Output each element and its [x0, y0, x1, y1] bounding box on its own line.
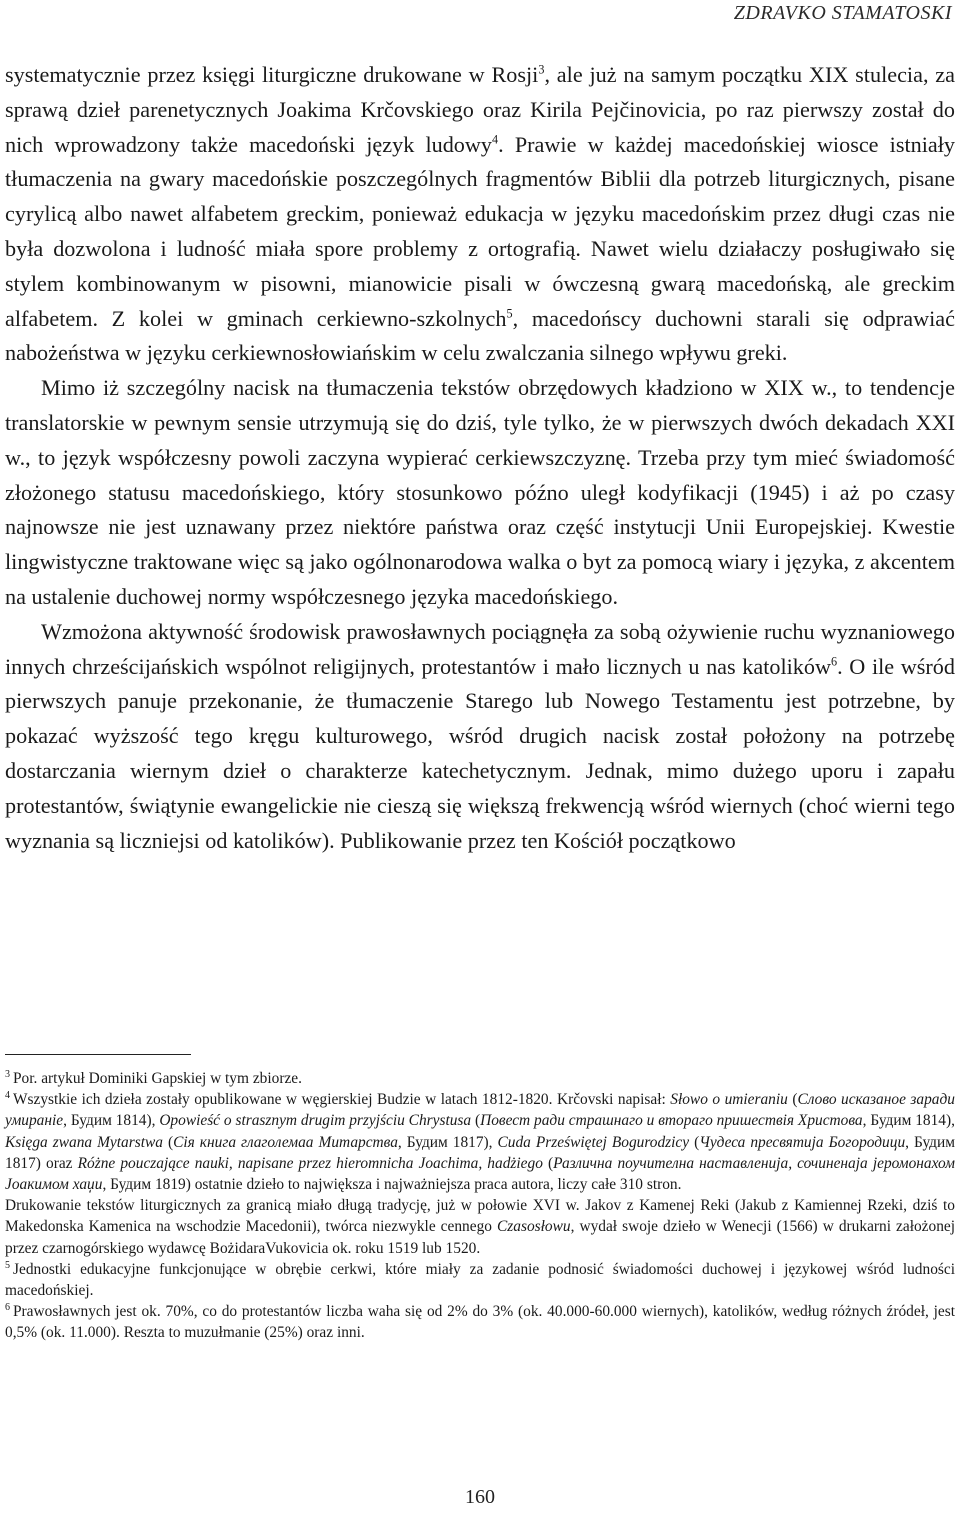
footnote-ref-3[interactable]: 3	[538, 62, 545, 77]
footnote-number: 4	[5, 1090, 10, 1102]
work-title: Różne pouczające nauki, napisane przez hieromnicha Joachima, hadżiego	[77, 1154, 543, 1172]
work-title: Чудеса пресвятија Богородици	[699, 1133, 906, 1151]
footnote-ref-6[interactable]: 6	[831, 654, 838, 669]
footnote-5	[5, 1259, 955, 1301]
text-span: . O ile wśród pierwszych panuje przekonanie, że tłumaczenie Starego lub Nowego Testamentu jest potrzebne, by pokazać wyższość tego kręgu kulturowego, wśród drugich nacisk został położony na potrzebę dostarczania wiernym dzieł o charakterze katechetycznym. Jednak, mimo dużego uporu i zapału protestantów, świątynie ewangelickie nie cieszą się większą frekwencją wśród wiernych (choć wierni tego wyznania są liczniejsi od katolików). Publikowanie przez ten Kościół początkowo	[5, 653, 955, 853]
footnote-6	[5, 1301, 955, 1343]
paragraph-3	[5, 615, 955, 859]
footnote-text: , Будим 1814),	[862, 1112, 955, 1130]
text-span: , ale już na samym początku XIX stulecia, za sprawą dzieł parenetycznych Joakima Krčovskiego oraz Kirila Pejčinovicia, po raz pierwszy został do nich wprowadzony także macedoński język ludowy	[5, 62, 955, 157]
running-header: ZDRAVKO STAMATOSKI	[733, 2, 952, 24]
footnote-text: , Будим 1817),	[397, 1133, 498, 1151]
footnote-ref-5[interactable]: 5	[506, 306, 513, 321]
work-title: Повест ради страшнаго и втораго пришествiя Христова	[480, 1112, 863, 1130]
work-title: Czasosłowu	[497, 1218, 571, 1236]
footnote-text: (	[162, 1133, 174, 1151]
text-span: , macedońscy duchowni starali się odprawiać nabożeństwa w języku cerkiewnosłowiańskim w celu zwalczania silnego wpływu greki.	[5, 305, 955, 366]
footnote-text: Drukowanie tekstów liturgicznych za granicą miało długą tradycję, już w połowie XVI w. Jakov z Kamenej Reki (Jakub z Kamiennej Rzeki, dziś to Makedonska Kamenica na wschodzie Macedonii), twórca niezwykle cennego	[5, 1197, 955, 1236]
footnote-number: 6	[5, 1302, 10, 1314]
work-title: Различна поучителна наставленија, сочиненаја јеромонахом Јоакимом хаџи	[5, 1154, 955, 1194]
footnote-text: Prawosławnych jest ok. 70%, co do protestantów liczba waha się od 2% do 3% (ok. 40.000-60.000 wiernych), katolików, według różnych źródeł, jest 0,5% (ok. 11.000). Reszta to muzułmanie (25%) oraz inni.	[5, 1303, 955, 1342]
work-title: Księga zwana Mytarstwa	[5, 1133, 163, 1151]
footnote-text: Por. artykuł Dominiki Gapskiej w tym zbiorze.	[13, 1070, 302, 1087]
work-title: Сiя книга глаголемаа Митарства	[173, 1133, 398, 1151]
footnote-text: Wszystkie ich dzieła zostały opublikowane w węgierskiej Budzie w latach 1812-1820. Krčovski napisał:	[13, 1091, 671, 1109]
footnote-text: (	[542, 1154, 554, 1172]
footnote-text: (	[471, 1112, 481, 1130]
footnote-text: Jednostki edukacyjne funkcjonujące w obrębie cerkwi, które miały za zadanie podnosić świadomości duchowej i językowej wśród ludności macedońskiej.	[5, 1260, 955, 1300]
footnote-4-continued	[5, 1195, 955, 1259]
work-title: Cuda Przeświętej Bogurodzicy	[497, 1133, 690, 1151]
footnote-text: , Будим 1817) oraz	[5, 1133, 955, 1172]
paragraph-1	[5, 58, 955, 371]
work-title: Слово исказаное заради умиранiе	[5, 1091, 955, 1130]
footnote-number: 5	[5, 1259, 10, 1271]
footnote-separator	[5, 1054, 191, 1055]
footnote-4	[5, 1089, 955, 1195]
text-span: . Prawie w każdej macedońskiej wiosce istniały tłumaczenia na gwary macedońskie poszczególnych fragmentów Biblii dla potrzeb liturgicznych, pisane cyrylicą albo nawet alfabetem greckim, ponieważ edukacja w języku macedońskim przez długi czas nie była dozwolona i ludność miała spore problemy z ortografią. Nawet wielu działaczy posługiwało się stylem kombinowanym w pisowni, mianowicie pisali w ówczesną gwarą macedońską, ale greckim alfabetem. Z kolei w gminach cerkiewno-szkolnych	[5, 131, 955, 331]
footnote-text: , Будим 1814),	[63, 1112, 160, 1130]
footnote-3	[5, 1068, 955, 1089]
main-text	[5, 58, 955, 858]
footnote-text: , Будим 1819) ostatnie dzieło to największa i najważniejsza praca autora, liczy całe 310 stron.	[102, 1176, 682, 1194]
footnotes	[5, 1068, 955, 1344]
page-number: 160	[465, 1486, 495, 1508]
text-span: systematycznie przez księgi liturgiczne drukowane w Rosji	[5, 62, 539, 87]
footnote-text: (	[787, 1091, 798, 1109]
footnote-text: , wydał swoje dzieło w Wenecji (1566) w drukarni założonej przez czarnogórskiego wydawcę BożidaraVukovicia ok. roku 1519 lub 1520.	[5, 1218, 955, 1257]
text-span: Wzmożona aktywność środowisk prawosławnych pociągnęła za sobą ożywienie ruchu wyznaniowego innych chrześcijańskich wspólnot religijnych, protestantów i mało licznych u nas katolików	[5, 618, 955, 679]
footnote-number: 3	[5, 1068, 10, 1080]
footnote-text: (	[689, 1133, 700, 1151]
work-title: Opowieść o strasznym drugim przyjściu Chrystusa	[159, 1112, 472, 1130]
footnote-ref-4[interactable]: 4	[492, 132, 499, 147]
paragraph-2: Mimo iż szczególny nacisk na tłumaczenia tekstów obrzędowych kładziono w XIX w., to tendencje translatorskie w pewnym sensie utrzymują się do dziś, tyle tylko, że w pierwszych dwóch dekadach XXI w., to język współczesny powoli zaczyna wypierać cerkiewszczyznę. Trzeba przy tym mieć świadomość złożonego statusu macedońskiego, który stosunkowo późno uległ kodyfikacji (1945) i aż po czasy najnowsze nie jest uznawany przez niektóre państwa oraz część instytucji Unii Europejskiej. Kwestie lingwistyczne traktowane więc są jako ogólnonarodowa walka o byt za pomocą wiary i języka, z akcentem na ustalenie duchowej normy współczesnego języka macedońskiego.	[5, 375, 956, 609]
work-title: Słowo o umieraniu	[670, 1091, 788, 1109]
